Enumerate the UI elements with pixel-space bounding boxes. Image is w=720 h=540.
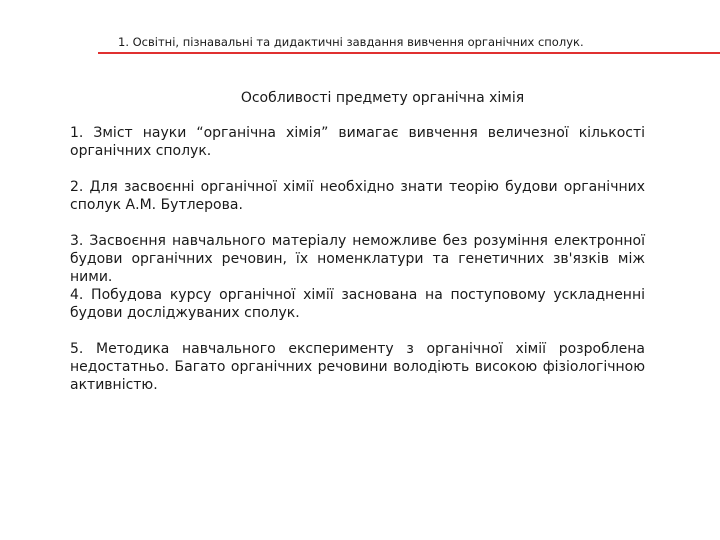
slide-header bbox=[0, 0, 720, 55]
slide-content bbox=[70, 88, 645, 394]
paragraph-5: 5. Методика навчального експерименту з органічної хімії розроблена недостатньо. Багато органічних речовини володіють високою фізіологічною активністю. bbox=[70, 341, 645, 393]
paragraph-1: 1. Зміст науки “органічна хімія” вимагає вивчення величезної кількості органічних сполук. bbox=[70, 125, 645, 159]
paragraph-3: 3. Засвоєння навчального матеріалу неможливе без розуміння електронної будови органічних речовин, їх номенклатури та генетичних зв'язків між ними. bbox=[70, 233, 645, 285]
paragraph-4: 4. Побудова курсу органічної хімії заснована на поступовому ускладненні будови досліджуваних сполук. bbox=[70, 287, 645, 321]
header-title: 1. Освітні, пізнавальні та дидактичні завдання вивчення органічних сполук. bbox=[118, 35, 584, 49]
header-divider bbox=[98, 52, 720, 54]
paragraph-2: 2. Для засвоєнні органічної хімії необхідно знати теорію будови органічних сполук А.М. Бутлерова. bbox=[70, 179, 645, 213]
content-title: Особливості предмету органічна хімія bbox=[240, 90, 525, 106]
